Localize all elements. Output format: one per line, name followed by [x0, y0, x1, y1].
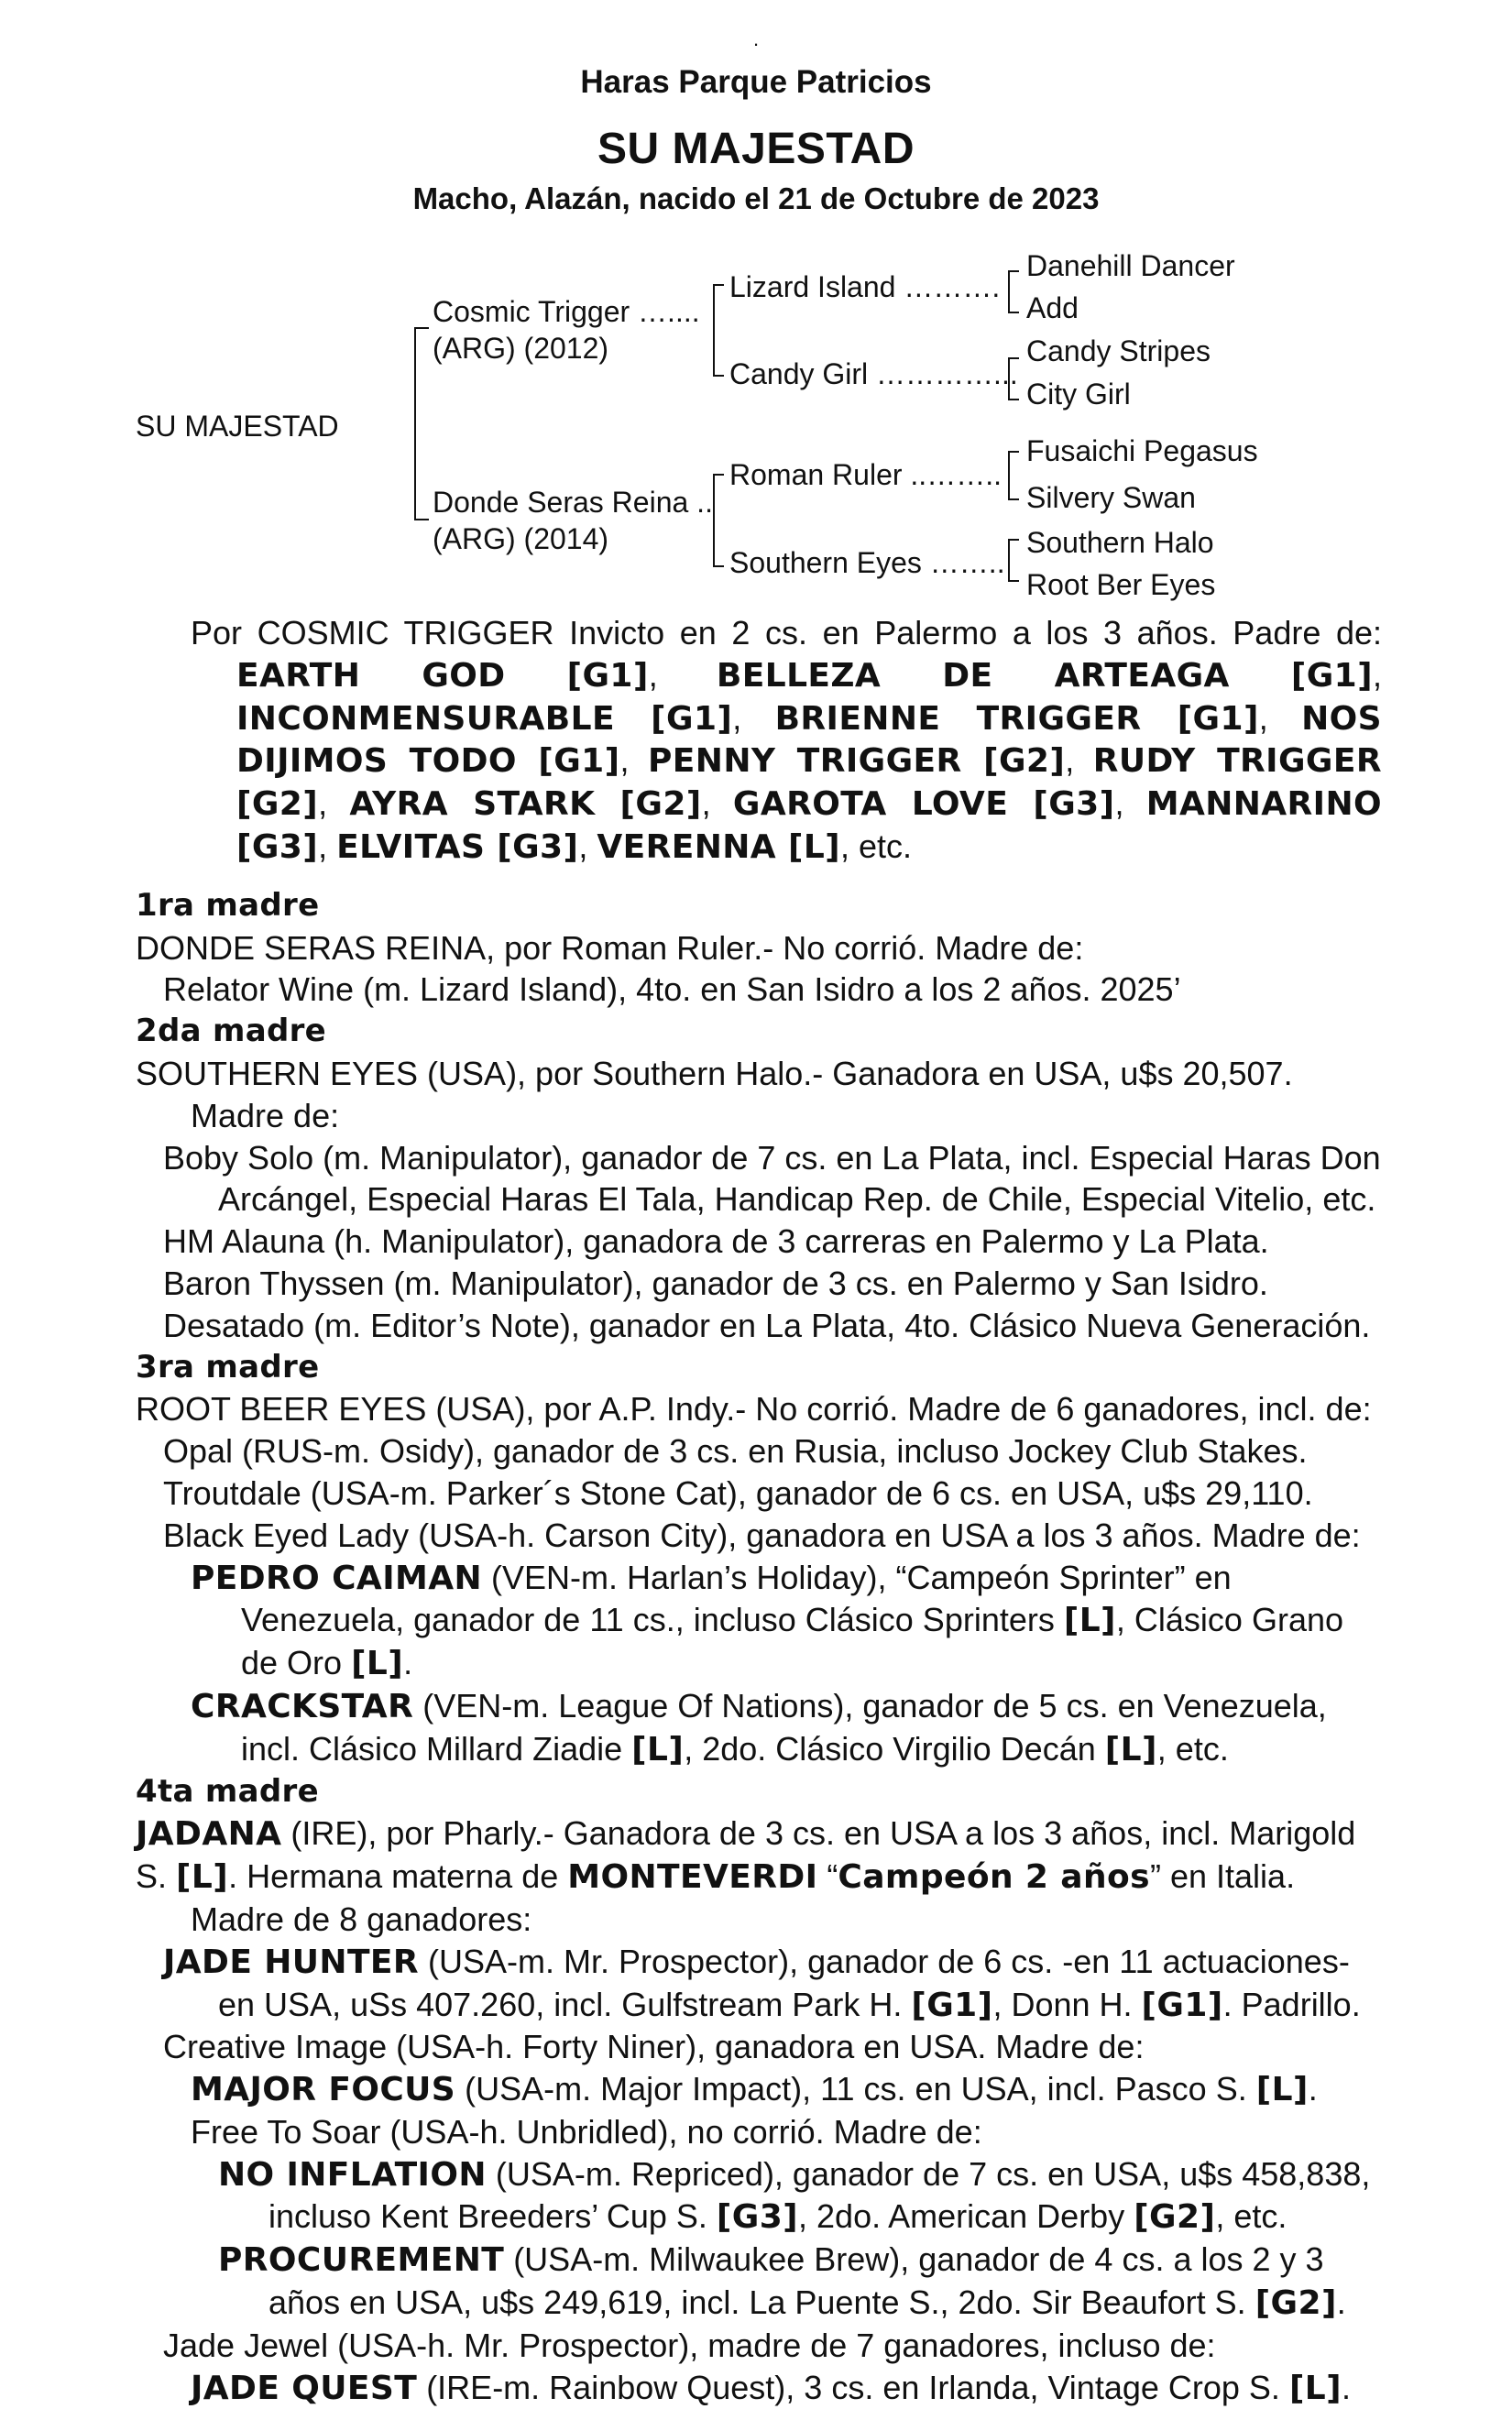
dam3-heading: 3ra madre [136, 1348, 320, 1385]
sire-lead: Por COSMIC TRIGGER Invicto en 2 cs. en Palermo a los 3 años. Padre de: [191, 614, 1382, 652]
pedigree-sd: Candy Girl …………... [729, 357, 1018, 390]
pedigree-ds: Roman Ruler ..…….. [729, 458, 1002, 491]
dam1-heading: 1ra madre [136, 886, 320, 924]
dam4-madre: Madre de 8 ganadores: [191, 1900, 532, 1938]
dam2-heading: 2da madre [136, 1013, 327, 1050]
sire-winner: INCONMENSURABLE [G1] [236, 699, 733, 738]
bracket-dam [713, 474, 724, 567]
stakes-winner-name: CRACKSTAR [191, 1687, 414, 1725]
dam4-produce: JADE HUNTER (USA-m. Mr. Prospector), ganador de 6 cs. -en 11 actuaciones- en USA, uSs 407.260, incl. Gulfstream Park H. [G1], Donn H. [G1]. Padrillo. [163, 1942, 1361, 2024]
bracket-dd [1008, 539, 1019, 582]
horse-description: Macho, Alazán, nacido el 21 de Octubre de 2023 [412, 181, 1100, 215]
dam4-granddaughter-produce: JADE QUEST (IRE-m. Rainbow Quest), 3 cs. en Irlanda, Vintage Crop S. [L]. [191, 2368, 1351, 2407]
stakes-winner-name: PEDRO CAIMAN [191, 1559, 483, 1597]
dam1-line: DONDE SERAS REINA, por Roman Ruler.- No corrió. Madre de: [136, 928, 1084, 967]
pedigree-ssd: Add [1026, 291, 1079, 324]
dam4-great-granddaughter-produce: NO INFLATION (USA-m. Repriced), ganador de 7 cs. en USA, u$s 458,838, incluso Kent Breeders’ Cup S. [G3], 2do. American Derby [G2], etc. [218, 2154, 1371, 2237]
stakes-winner-name: NO INFLATION [218, 2155, 487, 2194]
dam3-produce: Opal (RUS-m. Osidy), ganador de 3 cs. en Rusia, incluso Jockey Club Stakes. [163, 1432, 1308, 1471]
dam4-heading: 4ta madre [136, 1772, 319, 1810]
pedigree-sire-info: (ARG) (2012) [433, 332, 609, 365]
dam3-produce: Black Eyed Lady (USA-h. Carson City), ganadora en USA a los 3 años. Madre de: [163, 1516, 1361, 1554]
stakes-winner-name: PROCUREMENT [218, 2241, 505, 2280]
stakes-winner-name: JADE QUEST [191, 2369, 418, 2407]
sire-winner: AYRA STARK [G2] [349, 785, 702, 824]
dam3-granddaughter-produce: PEDRO CAIMAN (VEN-m. Harlan’s Holiday), “Campeón Sprinter” en Venezuela, ganador de 11 cs., incluso Clásico Sprinters [L], Clásico Grano de Oro [L]. [191, 1558, 1344, 1683]
dam2-line: SOUTHERN EYES (USA), por Southern Halo.- Ganadora en USA, u$s 20,507. [136, 1054, 1293, 1092]
dam3-produce: Troutdale (USA-m. Parker´s Stone Cat), ganador de 6 cs. en USA, u$s 29,110. [163, 1473, 1313, 1512]
dam3-line: ROOT BEER EYES (USA), por A.P. Indy.- No corrió. Madre de 6 ganadores, incl. de: [136, 1390, 1372, 1429]
dam1-produce: Relator Wine (m. Lizard Island), 4to. en San Isidro a los 2 años. 2025’ [163, 970, 1181, 1009]
sire-winner: NOS DIJIMOS TODO [G1] [236, 699, 1382, 781]
farm-name: Haras Parque Patricios [580, 64, 932, 100]
pedigree-ddd: Root Ber Eyes [1026, 568, 1216, 601]
dam3-granddaughter-produce: CRACKSTAR (VEN-m. League Of Nations), ganador de 5 cs. en Venezuela, incl. Clásico Millard Ziadie [L], 2do. Clásico Virgilio Decán [L], etc. [191, 1686, 1327, 1768]
bracket-ss [1008, 270, 1019, 313]
pedigree-dsd: Silvery Swan [1026, 481, 1196, 514]
sire-winner: ELVITAS [G3] [336, 827, 579, 866]
stakes-winner-name: MAJOR FOCUS [191, 2071, 456, 2109]
stakes-winner-name: JADE HUNTER [163, 1943, 420, 1981]
bracket-sire [713, 284, 724, 377]
sire-paragraph: Por COSMIC TRIGGER Invicto en 2 cs. en Palermo a los 3 años. Padre de: EARTH GOD [G1], BELLEZA DE ARTEAGA [G1], INCONMENSURABLE [G1], BRIENNE TRIGGER [G1], NOS DIJIMOS TODO [G1], PENNY TRIGGER [G2], RUDY TRIGGER [G2], AYRA STARK [G2], GAROTA LOVE [G3], MANNARINO [G3], ELVITAS [G3], VERENNA [L], etc. [191, 614, 1382, 866]
dam4-great-granddaughter-produce: PROCUREMENT (USA-m. Milwaukee Brew), ganador de 4 cs. a los 2 y 3 años en USA, u$s 249,619, incl. La Puente S., 2do. Sir Beaufort S. [G2]. [218, 2240, 1346, 2323]
sire-winner: GAROTA LOVE [G3] [732, 785, 1115, 824]
sire-winner: BELLEZA DE ARTEAGA [G1] [716, 656, 1373, 695]
pedigree-subject: SU MAJESTAD [136, 410, 339, 443]
dam4-produce: Creative Image (USA-h. Forty Niner), ganadora en USA. Madre de: [163, 2028, 1145, 2066]
pedigree-dss: Fusaichi Pegasus [1026, 434, 1258, 467]
dam2-produce: Desatado (m. Editor’s Note), ganador en La Plata, 4to. Clásico Nueva Generación. [163, 1306, 1371, 1344]
horse-name: SU MAJESTAD [597, 125, 915, 173]
dam2-produce: Baron Thyssen (m. Manipulator), ganador de 3 cs. en Palermo y San Isidro. [163, 1264, 1268, 1302]
dam4-name: JADANA [136, 1815, 282, 1854]
bracket-ds [1008, 451, 1019, 500]
header-dot: . [752, 27, 760, 50]
catalog-body [136, 612, 1382, 2409]
sire-winner: VERENNA [L] [597, 827, 841, 866]
sire-tail: , etc. [840, 827, 913, 865]
dam4-granddaughter: Free To Soar (USA-h. Unbridled), no corrió. Madre de: [191, 2112, 982, 2151]
pedigree-dam-info: (ARG) (2014) [433, 522, 609, 555]
dam2-produce: Boby Solo (m. Manipulator), ganador de 7 cs. en La Plata, incl. Especial Haras Don Arcángel, Especial Haras El Tala, Handicap Rep. de Chile, Especial Vitelio, etc. [163, 1138, 1381, 1219]
dam4-granddaughter-produce: MAJOR FOCUS (USA-m. Major Impact), 11 cs. en USA, incl. Pasco S. [L]. [191, 2070, 1318, 2109]
dam2-produce: HM Alauna (h. Manipulator), ganadora de 3 carreras en Palermo y La Plata. [163, 1222, 1269, 1261]
sire-winner: BRIENNE TRIGGER [G1] [774, 699, 1259, 738]
pedigree-dd: Southern Eyes …….. [729, 546, 1005, 579]
pedigree-sire: Cosmic Trigger ….... [433, 295, 700, 328]
sire-winner: PENNY TRIGGER [G2] [648, 742, 1066, 781]
bracket-main [414, 327, 429, 520]
sire-winner: RUDY TRIGGER [G2] [236, 742, 1382, 824]
pedigree-dam: Donde Seras Reina .. [433, 486, 713, 519]
dam2-madre: Madre de: [191, 1096, 340, 1134]
sire-winner: EARTH GOD [G1] [236, 656, 649, 695]
pedigree-sss: Danehill Dancer [1026, 249, 1235, 282]
bracket-sd [1008, 357, 1019, 400]
sire-winner: MANNARINO [G3] [236, 785, 1382, 866]
pedigree-sds: Candy Stripes [1026, 334, 1211, 367]
dam4-line: JADANA (IRE), por Pharly.- Ganadora de 3 cs. en USA a los 3 años, incl. Marigold S. [L]. Hermana materna de MONTEVERDI “Campeón 2 años” en Italia. [136, 1814, 1356, 1897]
pedigree-dds: Southern Halo [1026, 526, 1214, 559]
pedigree-ss: Lizard Island ………. [729, 270, 1001, 303]
pedigree-sdd: City Girl [1026, 378, 1131, 411]
dam4-produce: Jade Jewel (USA-h. Mr. Prospector), madre de 7 ganadores, incluso de: [163, 2326, 1216, 2364]
